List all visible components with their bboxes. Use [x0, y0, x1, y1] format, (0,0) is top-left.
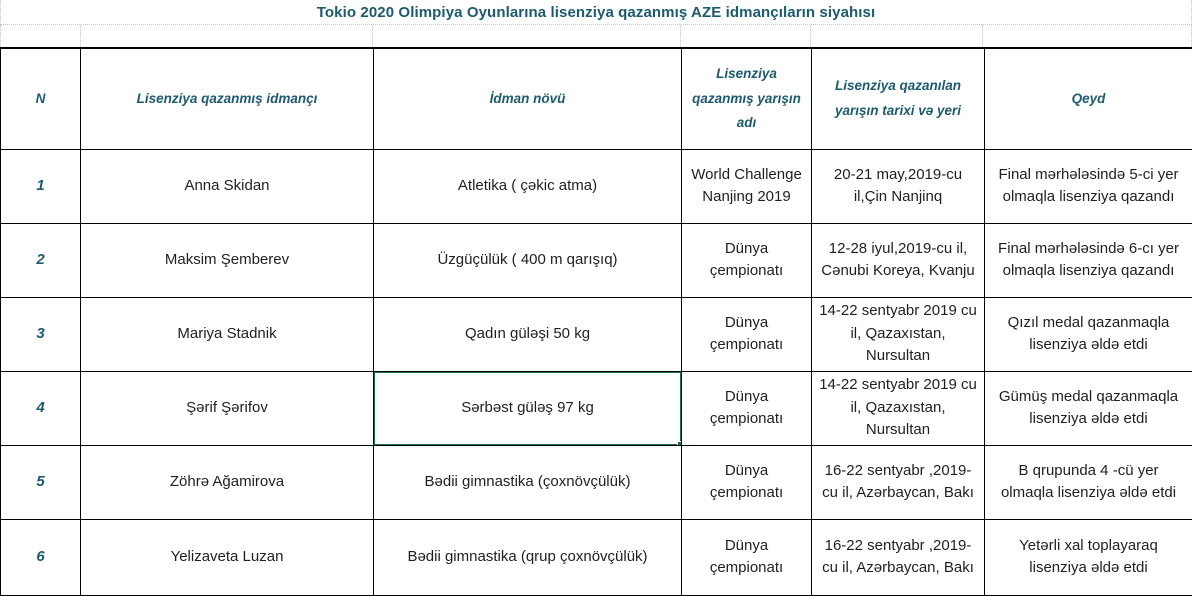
- column-header-n[interactable]: N: [1, 48, 81, 149]
- empty-spreadsheet-row[interactable]: [0, 25, 1192, 47]
- cell-date-place-row6[interactable]: 16-22 sentyabr ,2019-cu il, Azərbaycan, Bakı: [812, 519, 985, 595]
- cell-athlete-row4[interactable]: Şərif Şərifov: [81, 371, 374, 445]
- cell-sport-row2[interactable]: Üzgüçülük ( 400 m qarışıq): [374, 223, 682, 297]
- table-row-3: [1, 297, 1192, 371]
- column-header-competition[interactable]: Lisenziya qazanmış yarışın adı: [682, 48, 812, 149]
- cell-athlete-row6[interactable]: Yelizaveta Luzan: [81, 519, 374, 595]
- cell-athlete-row2[interactable]: Maksim Şemberev: [81, 223, 374, 297]
- cell-sport-row3[interactable]: Qadın güləşi 50 kg: [374, 297, 682, 371]
- table-body: [1, 149, 1192, 595]
- cell-date-place-row1[interactable]: 20-21 may,2019-cu il,Çin Nanjinq: [812, 149, 985, 223]
- empty-cell-5[interactable]: [983, 25, 1191, 47]
- title-row: [0, 0, 1192, 25]
- header-row: [1, 48, 1192, 149]
- empty-cell-4[interactable]: [811, 25, 984, 47]
- cell-competition-row5[interactable]: Dünya çempionatı: [682, 445, 812, 519]
- cell-sport-row6[interactable]: Bədii gimnastika (qrup çoxnövçülük): [374, 519, 682, 595]
- cell-note-row5[interactable]: B qrupunda 4 -cü yer olmaqla lisenziya əldə etdi: [985, 445, 1192, 519]
- cell-n-row3[interactable]: 3: [1, 297, 81, 371]
- empty-cell-1[interactable]: [81, 25, 374, 47]
- cell-note-row6[interactable]: Yetərli xal toplayaraq lisenziya əldə etdi: [985, 519, 1192, 595]
- cell-competition-row3[interactable]: Dünya çempionatı: [682, 297, 812, 371]
- cell-note-row1[interactable]: Final mərhələsində 5-ci yer olmaqla lisenziya qazandı: [985, 149, 1192, 223]
- cell-date-place-row4[interactable]: 14-22 sentyabr 2019 cu il, Qazaxıstan, Nursultan: [812, 371, 985, 445]
- cell-n-row6[interactable]: 6: [1, 519, 81, 595]
- cell-competition-row6[interactable]: Dünya çempionatı: [682, 519, 812, 595]
- column-header-athlete[interactable]: Lisenziya qazanmış idmançı: [81, 48, 374, 149]
- cell-athlete-row1[interactable]: Anna Skidan: [81, 149, 374, 223]
- cell-sport-row1[interactable]: Atletika ( çəkic atma): [374, 149, 682, 223]
- cell-sport-row5[interactable]: Bədii gimnastika (çoxnövçülük): [374, 445, 682, 519]
- table-row-1: [1, 149, 1192, 223]
- cell-note-row3[interactable]: Qızıl medal qazanmaqla lisenziya əldə etdi: [985, 297, 1192, 371]
- athletes-table: [0, 47, 1192, 596]
- cell-date-place-row5[interactable]: 16-22 sentyabr ,2019-cu il, Azərbaycan, Bakı: [812, 445, 985, 519]
- column-header-note[interactable]: Qeyd: [985, 48, 1192, 149]
- cell-competition-row4[interactable]: Dünya çempionatı: [682, 371, 812, 445]
- cell-n-row2[interactable]: 2: [1, 223, 81, 297]
- empty-cell-2[interactable]: [373, 25, 680, 47]
- column-header-date-place[interactable]: Lisenziya qazanılan yarışın tarixi və yeri: [812, 48, 985, 149]
- selected-cell[interactable]: Sərbəst güləş 97 kg: [374, 371, 682, 445]
- cell-n-row5[interactable]: 5: [1, 445, 81, 519]
- cell-athlete-row3[interactable]: Mariya Stadnik: [81, 297, 374, 371]
- cell-n-row1[interactable]: 1: [1, 149, 81, 223]
- empty-cell-3[interactable]: [681, 25, 811, 47]
- table-row-6: [1, 519, 1192, 595]
- cell-date-place-row3[interactable]: 14-22 sentyabr 2019 cu il, Qazaxıstan, Nursultan: [812, 297, 985, 371]
- page-title[interactable]: Tokio 2020 Olimpiya Oyunlarına lisenziya qazanmış AZE idmançıların siyahısı: [317, 4, 876, 21]
- table-row-4: [1, 371, 1192, 445]
- cell-competition-row1[interactable]: World Challenge Nanjing 2019: [682, 149, 812, 223]
- cell-athlete-row5[interactable]: Zöhrə Ağamirova: [81, 445, 374, 519]
- cell-competition-row2[interactable]: Dünya çempionatı: [682, 223, 812, 297]
- cell-note-row2[interactable]: Final mərhələsində 6-cı yer olmaqla lisenziya qazandı: [985, 223, 1192, 297]
- table-row-2: [1, 223, 1192, 297]
- cell-note-row4[interactable]: Gümüş medal qazanmaqla lisenziya əldə etdi: [985, 371, 1192, 445]
- empty-cell-0[interactable]: [1, 25, 81, 47]
- table-row-5: [1, 445, 1192, 519]
- cell-n-row4[interactable]: 4: [1, 371, 81, 445]
- column-header-sport[interactable]: İdman növü: [374, 48, 682, 149]
- cell-date-place-row2[interactable]: 12-28 iyul,2019-cu il, Cənubi Koreya, Kvanju: [812, 223, 985, 297]
- table-header: [1, 48, 1192, 149]
